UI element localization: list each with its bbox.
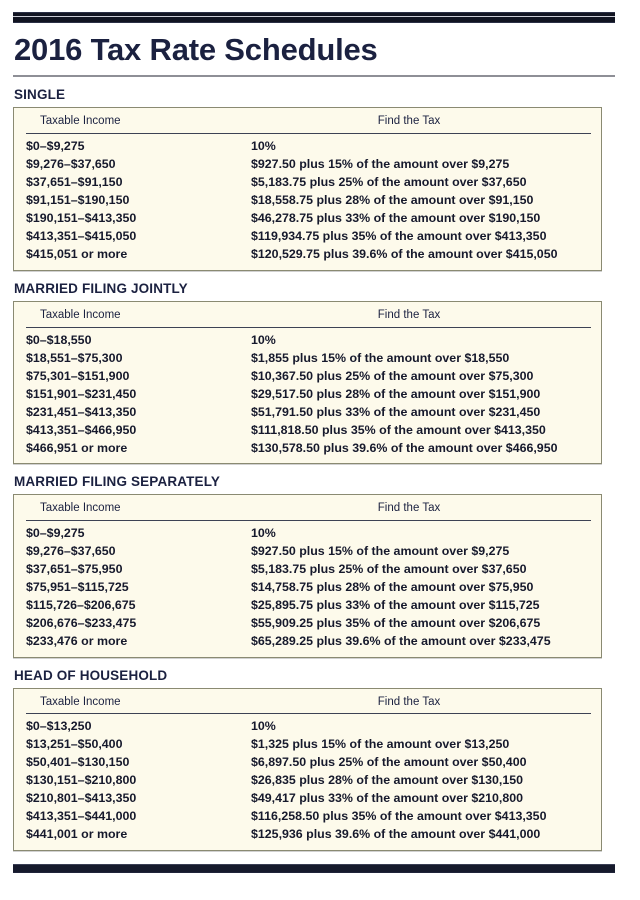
- cell-find-the-tax: 10%: [251, 526, 276, 541]
- table-row: [26, 192, 591, 210]
- cell-taxable-income: $151,901–$231,450: [26, 386, 137, 401]
- cell-taxable-income: $413,351–$415,050: [26, 229, 137, 244]
- cell-find-the-tax: $927.50 plus 15% of the amount over $9,275: [251, 157, 510, 172]
- table-row: [26, 403, 591, 421]
- table-row: [26, 714, 591, 736]
- table-row: [26, 210, 591, 228]
- tax-rate-table: [26, 114, 591, 264]
- cell-find-the-tax: $130,578.50 plus 39.6% of the amount over $466,950: [251, 440, 558, 455]
- cell-find-the-tax: $1,325 plus 15% of the amount over $13,250: [251, 737, 510, 752]
- table-header-row: [26, 695, 591, 714]
- tax-table-box: [13, 301, 602, 465]
- column-header-find-the-tax: Find the Tax: [251, 114, 591, 133]
- sections-container: [13, 88, 627, 851]
- cell-taxable-income: $37,651–$91,150: [26, 175, 123, 190]
- table-row: [26, 561, 591, 579]
- cell-taxable-income: $75,951–$115,725: [26, 580, 129, 595]
- tax-rate-table: [26, 501, 591, 651]
- cell-find-the-tax: $10,367.50 plus 25% of the amount over $75,300: [251, 368, 534, 383]
- table-row: [26, 174, 591, 192]
- cell-find-the-tax: 10%: [251, 719, 276, 734]
- top-divider-rule: [13, 12, 615, 23]
- table-row: [26, 246, 591, 264]
- tax-schedule-section: [13, 88, 627, 270]
- cell-find-the-tax: $55,909.25 plus 35% of the amount over $206,675: [251, 616, 541, 631]
- cell-find-the-tax: $116,258.50 plus 35% of the amount over $413,350: [251, 809, 547, 824]
- table-row: [26, 349, 591, 367]
- cell-find-the-tax: $51,791.50 plus 33% of the amount over $231,450: [251, 404, 541, 419]
- cell-taxable-income: $0–$9,275: [26, 139, 85, 154]
- cell-find-the-tax: $125,936 plus 39.6% of the amount over $441,000: [251, 827, 541, 842]
- table-header-row: [26, 308, 591, 327]
- tax-schedule-section: [13, 282, 627, 464]
- cell-taxable-income: $75,301–$151,900: [26, 368, 130, 383]
- cell-find-the-tax: 10%: [251, 332, 276, 347]
- cell-taxable-income: $231,451–$413,350: [26, 404, 137, 419]
- section-heading: MARRIED FILING SEPARATELY: [14, 474, 221, 490]
- table-header-row: [26, 501, 591, 520]
- cell-find-the-tax: $29,517.50 plus 28% of the amount over $151,900: [251, 386, 541, 401]
- bottom-divider-rule: [13, 864, 615, 873]
- cell-find-the-tax: $65,289.25 plus 39.6% of the amount over $233,475: [251, 634, 551, 649]
- table-row: [26, 736, 591, 754]
- cell-taxable-income: $18,551–$75,300: [26, 350, 123, 365]
- table-header-row: [26, 114, 591, 133]
- cell-find-the-tax: $26,835 plus 28% of the amount over $130,150: [251, 773, 524, 788]
- cell-find-the-tax: $46,278.75 plus 33% of the amount over $190,150: [251, 211, 541, 226]
- cell-find-the-tax: $1,855 plus 15% of the amount over $18,550: [251, 350, 510, 365]
- tax-schedule-section: [13, 669, 627, 851]
- cell-find-the-tax: $14,758.75 plus 28% of the amount over $75,950: [251, 580, 534, 595]
- table-row: [26, 579, 591, 597]
- section-heading: HEAD OF HOUSEHOLD: [14, 667, 168, 683]
- column-header-find-the-tax: Find the Tax: [251, 695, 591, 714]
- tax-rate-table: [26, 308, 591, 458]
- page-title: 2016 Tax Rate Schedules: [14, 32, 378, 67]
- cell-find-the-tax: $5,183.75 plus 25% of the amount over $37,650: [251, 175, 527, 190]
- table-row: [26, 615, 591, 633]
- column-header-find-the-tax: Find the Tax: [251, 501, 591, 520]
- cell-find-the-tax: $18,558.75 plus 28% of the amount over $91,150: [251, 193, 534, 208]
- cell-taxable-income: $466,951 or more: [26, 440, 128, 455]
- table-row: [26, 808, 591, 826]
- cell-taxable-income: $233,476 or more: [26, 634, 128, 649]
- cell-taxable-income: $9,276–$37,650: [26, 544, 116, 559]
- cell-taxable-income: $115,726–$206,675: [26, 598, 136, 613]
- cell-taxable-income: $50,401–$130,150: [26, 755, 130, 770]
- table-row: [26, 543, 591, 561]
- table-row: [26, 134, 591, 156]
- title-underline-rule: [13, 75, 615, 77]
- table-row: [26, 228, 591, 246]
- cell-taxable-income: $206,676–$233,475: [26, 616, 137, 631]
- cell-taxable-income: $37,651–$75,950: [26, 562, 123, 577]
- cell-taxable-income: $130,151–$210,800: [26, 773, 137, 788]
- table-row: [26, 156, 591, 174]
- cell-taxable-income: $415,051 or more: [26, 247, 128, 262]
- cell-find-the-tax: $119,934.75 plus 35% of the amount over $413,350: [251, 229, 547, 244]
- cell-taxable-income: $210,801–$413,350: [26, 791, 137, 806]
- cell-find-the-tax: $120,529.75 plus 39.6% of the amount over $415,050: [251, 247, 558, 262]
- table-row: [26, 597, 591, 615]
- tax-table-box: [13, 107, 602, 271]
- table-row: [26, 790, 591, 808]
- cell-taxable-income: $9,276–$37,650: [26, 157, 116, 172]
- tax-table-box: [13, 688, 602, 852]
- cell-taxable-income: $413,351–$441,000: [26, 809, 137, 824]
- section-heading: SINGLE: [14, 87, 66, 103]
- cell-taxable-income: $413,351–$466,950: [26, 422, 137, 437]
- table-row: [26, 439, 591, 457]
- cell-find-the-tax: $25,895.75 plus 33% of the amount over $115,725: [251, 598, 540, 613]
- column-header-find-the-tax: Find the Tax: [251, 308, 591, 327]
- tax-schedule-section: [13, 475, 627, 657]
- section-heading: MARRIED FILING JOINTLY: [14, 280, 188, 296]
- column-header-taxable-income: Taxable Income: [26, 695, 251, 714]
- cell-taxable-income: $13,251–$50,400: [26, 737, 123, 752]
- table-row: [26, 521, 591, 543]
- cell-taxable-income: $0–$18,550: [26, 332, 92, 347]
- cell-taxable-income: $441,001 or more: [26, 827, 128, 842]
- column-header-taxable-income: Taxable Income: [26, 114, 251, 133]
- cell-find-the-tax: $6,897.50 plus 25% of the amount over $50,400: [251, 755, 527, 770]
- cell-taxable-income: $190,151–$413,350: [26, 211, 137, 226]
- cell-taxable-income: $0–$13,250: [26, 719, 92, 734]
- tax-table-box: [13, 494, 602, 658]
- table-row: [26, 421, 591, 439]
- cell-taxable-income: $0–$9,275: [26, 526, 85, 541]
- column-header-taxable-income: Taxable Income: [26, 501, 251, 520]
- cell-find-the-tax: $49,417 plus 33% of the amount over $210,800: [251, 791, 524, 806]
- cell-find-the-tax: $5,183.75 plus 25% of the amount over $37,650: [251, 562, 527, 577]
- table-row: [26, 826, 591, 844]
- table-row: [26, 327, 591, 349]
- table-row: [26, 754, 591, 772]
- table-row: [26, 367, 591, 385]
- cell-taxable-income: $91,151–$190,150: [26, 193, 130, 208]
- cell-find-the-tax: $927.50 plus 15% of the amount over $9,275: [251, 544, 510, 559]
- table-row: [26, 385, 591, 403]
- column-header-taxable-income: Taxable Income: [26, 308, 251, 327]
- cell-find-the-tax: $111,818.50 plus 35% of the amount over $413,350: [251, 422, 546, 437]
- table-row: [26, 772, 591, 790]
- table-row: [26, 633, 591, 651]
- cell-find-the-tax: 10%: [251, 139, 276, 154]
- tax-rate-table: [26, 695, 591, 845]
